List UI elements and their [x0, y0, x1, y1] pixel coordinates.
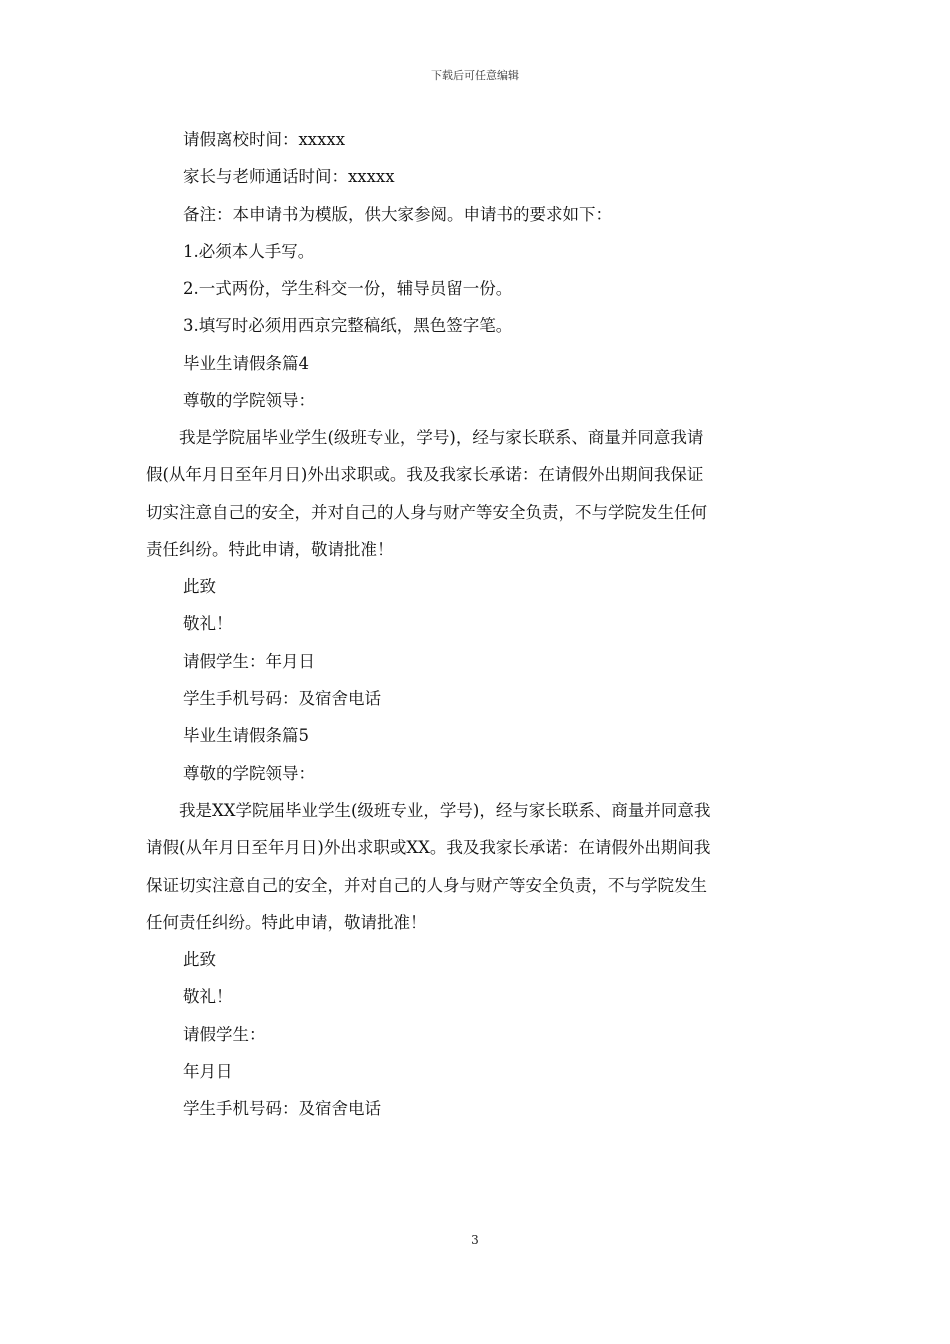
call-time-line: 家长与老师通话时间：xxxxx: [183, 167, 395, 186]
phone-line-4: 学生手机号码：及宿舍电话: [183, 689, 381, 708]
body-4-line: 我是学院届毕业学生(级班专业，学号)，经与家长联系、商量并同意我请: [146, 428, 704, 447]
closing-5b: 敬礼！: [183, 987, 233, 1006]
body-4-line: 切实注意自己的安全，并对自己的人身与财产等安全负责，不与学院发生任何: [146, 503, 707, 522]
body-5-line: 保证切实注意自己的安全，并对自己的人身与财产等安全负责，不与学院发生: [146, 876, 707, 895]
phone-line-5: 学生手机号码：及宿舍电话: [183, 1099, 381, 1118]
page-number: 3: [471, 1233, 479, 1247]
requirement-1: 1.必须本人手写。: [183, 242, 315, 261]
closing-4a: 此致: [183, 577, 216, 596]
requirement-2: 2.一式两份，学生科交一份，辅导员留一份。: [183, 279, 513, 298]
body-4-line: 假(从年月日至年月日)外出求职或。我及我家长承诺：在请假外出期间我保证: [146, 465, 704, 484]
leave-time-line: 请假离校时间：xxxxx: [183, 130, 346, 149]
student-line-4: 请假学生：年月日: [183, 652, 315, 671]
date-line-5: 年月日: [183, 1062, 233, 1081]
closing-5a: 此致: [183, 950, 216, 969]
body-5-line: 请假(从年月日至年月日)外出求职或XX。我及我家长承诺：在请假外出期间我: [146, 838, 711, 857]
section-title-5: 毕业生请假条篇5: [183, 726, 309, 745]
requirement-3: 3.填写时必须用西京完整稿纸，黑色签字笔。: [183, 316, 513, 335]
page-header: 下载后可任意编辑: [431, 69, 519, 82]
body-5-line: 我是XX学院届毕业学生(级班专业，学号)，经与家长联系、商量并同意我: [146, 801, 711, 820]
salutation-5: 尊敬的学院领导：: [183, 764, 315, 783]
closing-4b: 敬礼！: [183, 614, 233, 633]
note-line: 备注：本申请书为模版，供大家参阅。申请书的要求如下：: [183, 205, 612, 224]
student-line-5: 请假学生：: [183, 1025, 266, 1044]
body-4-line: 责任纠纷。特此申请，敬请批准！: [146, 540, 394, 559]
body-5-line: 任何责任纠纷。特此申请，敬请批准！: [146, 913, 427, 932]
section-title-4: 毕业生请假条篇4: [183, 354, 309, 373]
salutation-4: 尊敬的学院领导：: [183, 391, 315, 410]
